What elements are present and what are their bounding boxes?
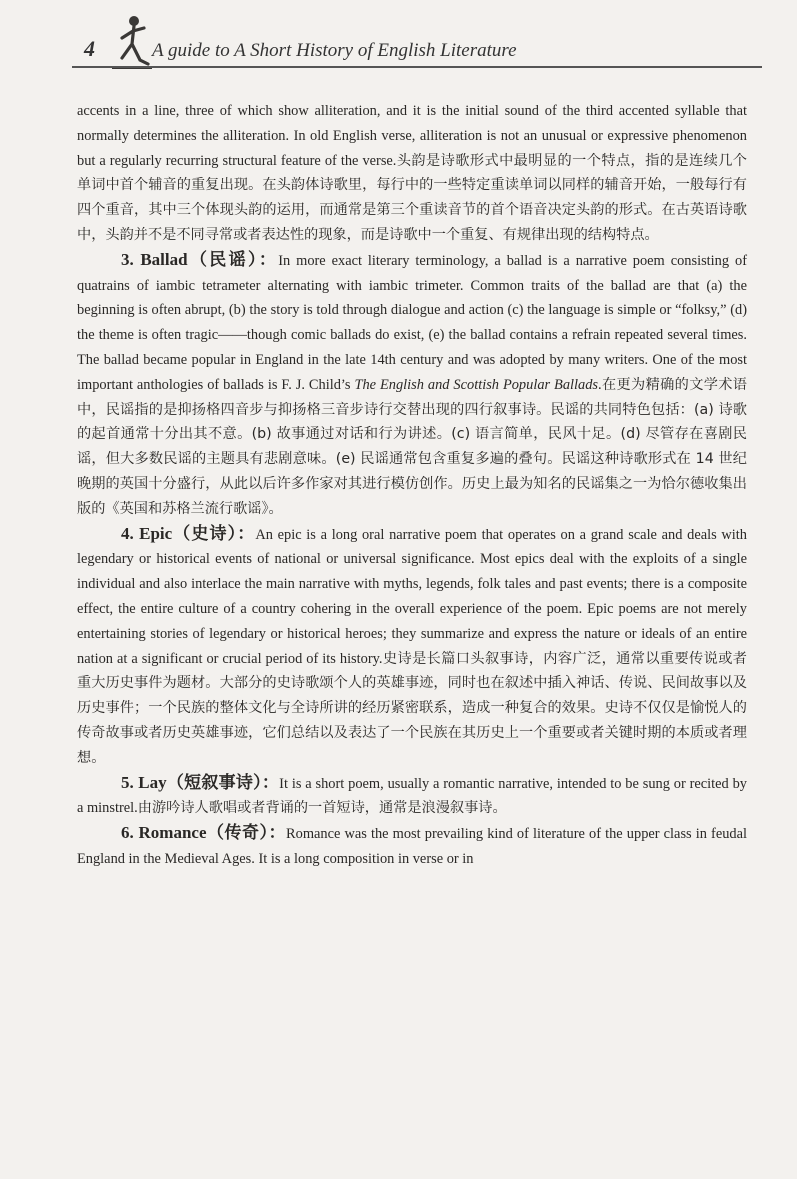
- ballad-anthology-title: The English and Scottish Popular Ballads: [354, 376, 599, 393]
- epic-english: An epic is a long oral narrative poem that operates on a grand scale and deals with legendary or historical events of national or universal significance. Most epics deal with the exploits of a single individual and also interlace the main narrative with myths, legends, folk tales and past events; there is a composite effect, the entire culture of a country cohering in the overall experience of the poem. Epic poems are not merely entertaining stories of legendary or historical heroes; they summarize and express the nature or ideals of an entire nation at a significant or crucial period of its history.: [77, 526, 747, 667]
- page-body: [77, 99, 747, 872]
- epic-chinese: 史诗是长篇口头叙事诗，内容广泛，通常以重要传说或者重大历史事件为题材。大部分的史诗歌颂个人的英雄事迹，同时也在叙述中插入神话、传说、民间故事以及历史事件；一个民族的整体文化与全诗所讲的经历紧密联系，造成一种复合的效果。史诗不仅仅是愉悦人的传奇故事或者历史英雄事迹，它们总结以及表达了一个民族在其历史上一个重要或者关键时期的本质或者理想。: [77, 650, 747, 766]
- romance-heading-zh: （传奇）：: [206, 823, 287, 844]
- running-title: A guide to A Short History of English Literature: [152, 40, 517, 61]
- lay-chinese: 由游吟诗人歌唱或者背诵的一首短诗，通常是浪漫叙事诗。: [137, 800, 507, 817]
- page-header: [72, 14, 762, 74]
- lay-entry: [77, 771, 747, 822]
- lay-heading-en: 5. Lay: [121, 772, 167, 792]
- ballad-heading-zh: （民谣）：: [187, 249, 279, 270]
- running-figure-icon: [110, 14, 154, 72]
- ballad-entry: [77, 248, 747, 522]
- epic-heading-en: 4. Epic: [121, 523, 173, 543]
- header-rule: [72, 66, 762, 68]
- lay-heading: [121, 773, 279, 792]
- alliteration-continuation: [77, 99, 747, 248]
- lay-english: It is a short poem, usually a romantic narrative, intended to be sung or recited by a minstrel.: [77, 775, 748, 817]
- ballad-heading-en: 3. Ballad: [121, 249, 188, 269]
- romance-entry: [77, 821, 747, 872]
- epic-entry: [77, 522, 747, 771]
- romance-heading: [121, 823, 286, 842]
- epic-heading: [121, 524, 255, 543]
- epic-heading-zh: （史诗）：: [172, 523, 256, 544]
- alliteration-chinese: 头韵是诗歌形式中最明显的一个特点，指的是连续几个单词中首个辅音的重复出现。在头韵体诗歌里，每行中的一些特定重读单词以同样的辅音开始，一般每行有四个重音，其中三个体现头韵的运用，而通常是第三个重读音节的首个语音决定头韵的形式。在古英语诗歌中，头韵并不是不同寻常或者表达性的现象，而是诗歌中一个重复、有规律出现的结构特点。: [77, 152, 747, 243]
- page-number: 4: [84, 36, 95, 61]
- romance-english: Romance was the most prevailing kind of literature of the upper class in feudal England in the Medieval Ages. It is a long composition in verse or in: [77, 826, 748, 867]
- alliteration-english: accents in a line, three of which show alliteration, and it is the initial sound of the third accented syllable that normally determines the alliteration. In old English verse, alliteration is not an unusual or expressive phenomenon but a regularly recurring structural feature of the verse.: [77, 103, 747, 169]
- ballad-chinese: 在更为精确的文学术语中，民谣指的是抑扬格四音步与抑扬格三音步诗行交替出现的四行叙事诗。民谣的共同特色包括：(a) 诗歌的起首通常十分出其不意。(b) 故事通过对话和行为讲述。(c) 语言简单，民风十足。(d) 尽管存在喜剧民谣，但大多数民谣的主题具有悲剧意味。(e) 民谣通常包含重复多遍的叠句。民谣这种诗歌形式在 14 世纪晚期的英国十分盛行，从此以后许多作家对其进行模仿创作。历史上最为知名的民谣集之一为恰尔德收集出版的《英国和苏格兰流行歌谣》。: [77, 376, 747, 517]
- lay-heading-zh: （短叙事诗）：: [166, 772, 280, 793]
- ballad-heading: [121, 250, 278, 269]
- ballad-english: In more exact literary terminology, a ballad is a narrative poem consisting of quatrains of iambic tetrameter alternating with iambic trimeter. Common traits of the ballad are that (a) the beginning is often abrupt, (b) the story is told through dialogue and action (c) the language is simple or “folksy,” (d) the theme is often tragic——though comic ballads do exist, (e) the ballad contains a refrain repeated several times. The ballad became popular in England in the late 14th century and was adopted by many writers. One of the most important anthologies of ballads is F. J. Child’s: [77, 252, 747, 393]
- ballad-english-end: .: [598, 376, 602, 393]
- romance-heading-en: 6. Romance: [121, 823, 207, 843]
